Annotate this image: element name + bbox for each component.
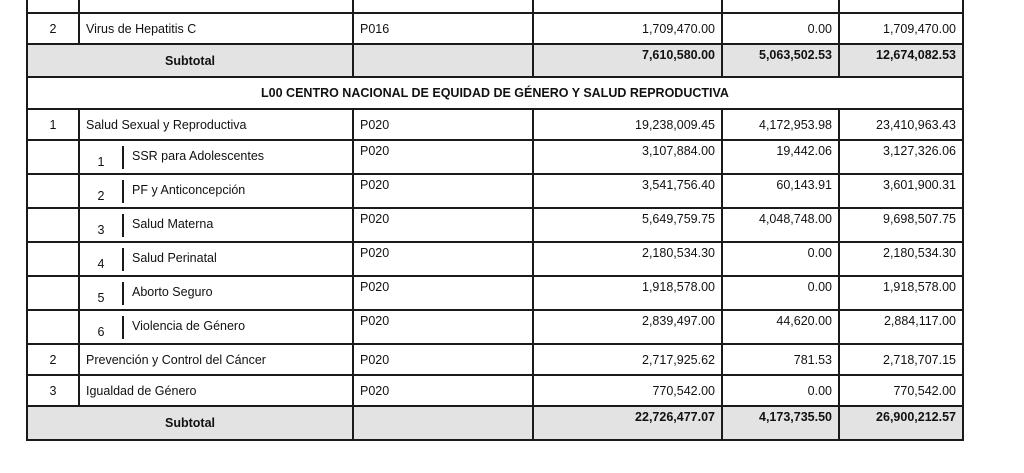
subitem-value-2: 60,143.91 — [722, 174, 839, 208]
subitem-name: Salud Materna — [132, 216, 214, 231]
subitem-value-1: 5,649,759.75 — [533, 208, 722, 242]
section-title: L00 CENTRO NACIONAL DE EQUIDAD DE GÉNERO Y SALUD REPRODUCTIVA — [27, 77, 963, 109]
subtotal-row — [27, 406, 963, 440]
subtotal-label: Subtotal — [27, 406, 353, 440]
subitem-value-2: 0.00 — [722, 242, 839, 276]
row-value-2: 0.00 — [722, 13, 839, 44]
subitem-name: SSR para Adolescentes — [132, 148, 265, 163]
row-program: P020 — [353, 344, 533, 375]
row-program: P020 — [353, 109, 533, 140]
subitem-value-2: 44,620.00 — [722, 310, 839, 344]
subitem-value-3: 2,884,117.00 — [839, 310, 963, 344]
row-value-3: 770,542.00 — [839, 375, 963, 406]
subtotal-value-2: 5,063,502.53 — [722, 44, 839, 77]
subitem-value-3: 9,698,507.75 — [839, 208, 963, 242]
row-value-1: 770,542.00 — [533, 375, 722, 406]
row-name: Salud Sexual y Reproductiva — [79, 109, 353, 140]
subtotal-value-1: 7,610,580.00 — [533, 44, 722, 77]
subtotal-value-3: 26,900,212.57 — [839, 406, 963, 440]
table-row — [27, 375, 963, 406]
section-header-row — [27, 77, 963, 109]
subitem-row — [27, 174, 963, 208]
subitem-value-1: 3,541,756.40 — [533, 174, 722, 208]
row-name: Prevención y Control del Cáncer — [79, 344, 353, 375]
subitem-value-1: 2,180,534.30 — [533, 242, 722, 276]
row-number: 1 — [27, 109, 79, 140]
subitem-value-2: 19,442.06 — [722, 140, 839, 174]
subitem-number: 2 — [80, 180, 124, 203]
subitem-program: P020 — [353, 276, 533, 310]
row-value-1: 19,238,009.45 — [533, 109, 722, 140]
subtotal-row — [27, 44, 963, 77]
row-number: 2 — [27, 344, 79, 375]
subitem-row — [27, 310, 963, 344]
subtotal-value-2: 4,173,735.50 — [722, 406, 839, 440]
subitem-value-3: 3,127,326.06 — [839, 140, 963, 174]
subitem-name: Salud Perinatal — [132, 250, 217, 265]
row-name: Igualdad de Género — [79, 375, 353, 406]
table-row-partial — [27, 0, 963, 13]
row-program: P020 — [353, 375, 533, 406]
row-number: 2 — [27, 13, 79, 44]
budget-table — [26, 0, 964, 441]
row-value-3: 2,718,707.15 — [839, 344, 963, 375]
row-value-2: 781.53 — [722, 344, 839, 375]
row-value-2: 4,172,953.98 — [722, 109, 839, 140]
subitem-program: P020 — [353, 140, 533, 174]
subtotal-value-1: 22,726,477.07 — [533, 406, 722, 440]
row-value-3: 23,410,963.43 — [839, 109, 963, 140]
subitem-value-2: 4,048,748.00 — [722, 208, 839, 242]
subitem-value-3: 2,180,534.30 — [839, 242, 963, 276]
row-value-2: 0.00 — [722, 375, 839, 406]
subitem-number: 1 — [80, 146, 124, 169]
table-row — [27, 109, 963, 140]
subitem-value-1: 1,918,578.00 — [533, 276, 722, 310]
row-number: 3 — [27, 375, 79, 406]
subitem-row — [27, 242, 963, 276]
row-value-1: 1,709,470.00 — [533, 13, 722, 44]
subitem-name: Violencia de Género — [132, 318, 246, 333]
row-name: Virus de Hepatitis C — [79, 13, 353, 44]
subitem-name: Aborto Seguro — [132, 284, 213, 299]
subitem-number: 5 — [80, 282, 124, 305]
subitem-row — [27, 208, 963, 242]
row-value-3: 1,709,470.00 — [839, 13, 963, 44]
subitem-row — [27, 276, 963, 310]
table-row — [27, 13, 963, 44]
row-value-1: 2,717,925.62 — [533, 344, 722, 375]
table-row — [27, 344, 963, 375]
subtotal-value-3: 12,674,082.53 — [839, 44, 963, 77]
subitem-number: 3 — [80, 214, 124, 237]
subitem-value-1: 2,839,497.00 — [533, 310, 722, 344]
subitem-group — [27, 140, 963, 344]
row-program: P016 — [353, 13, 533, 44]
subitem-program: P020 — [353, 310, 533, 344]
subitem-row — [27, 140, 963, 174]
subitem-number: 6 — [80, 316, 124, 339]
subitem-value-1: 3,107,884.00 — [533, 140, 722, 174]
subitem-program: P020 — [353, 242, 533, 276]
subitem-value-3: 1,918,578.00 — [839, 276, 963, 310]
subitem-program: P020 — [353, 208, 533, 242]
subitem-value-2: 0.00 — [722, 276, 839, 310]
subitem-value-3: 3,601,900.31 — [839, 174, 963, 208]
subitem-name: PF y Anticoncepción — [132, 182, 246, 197]
subtotal-label: Subtotal — [27, 44, 353, 77]
subitem-program: P020 — [353, 174, 533, 208]
subitem-number: 4 — [80, 248, 124, 271]
